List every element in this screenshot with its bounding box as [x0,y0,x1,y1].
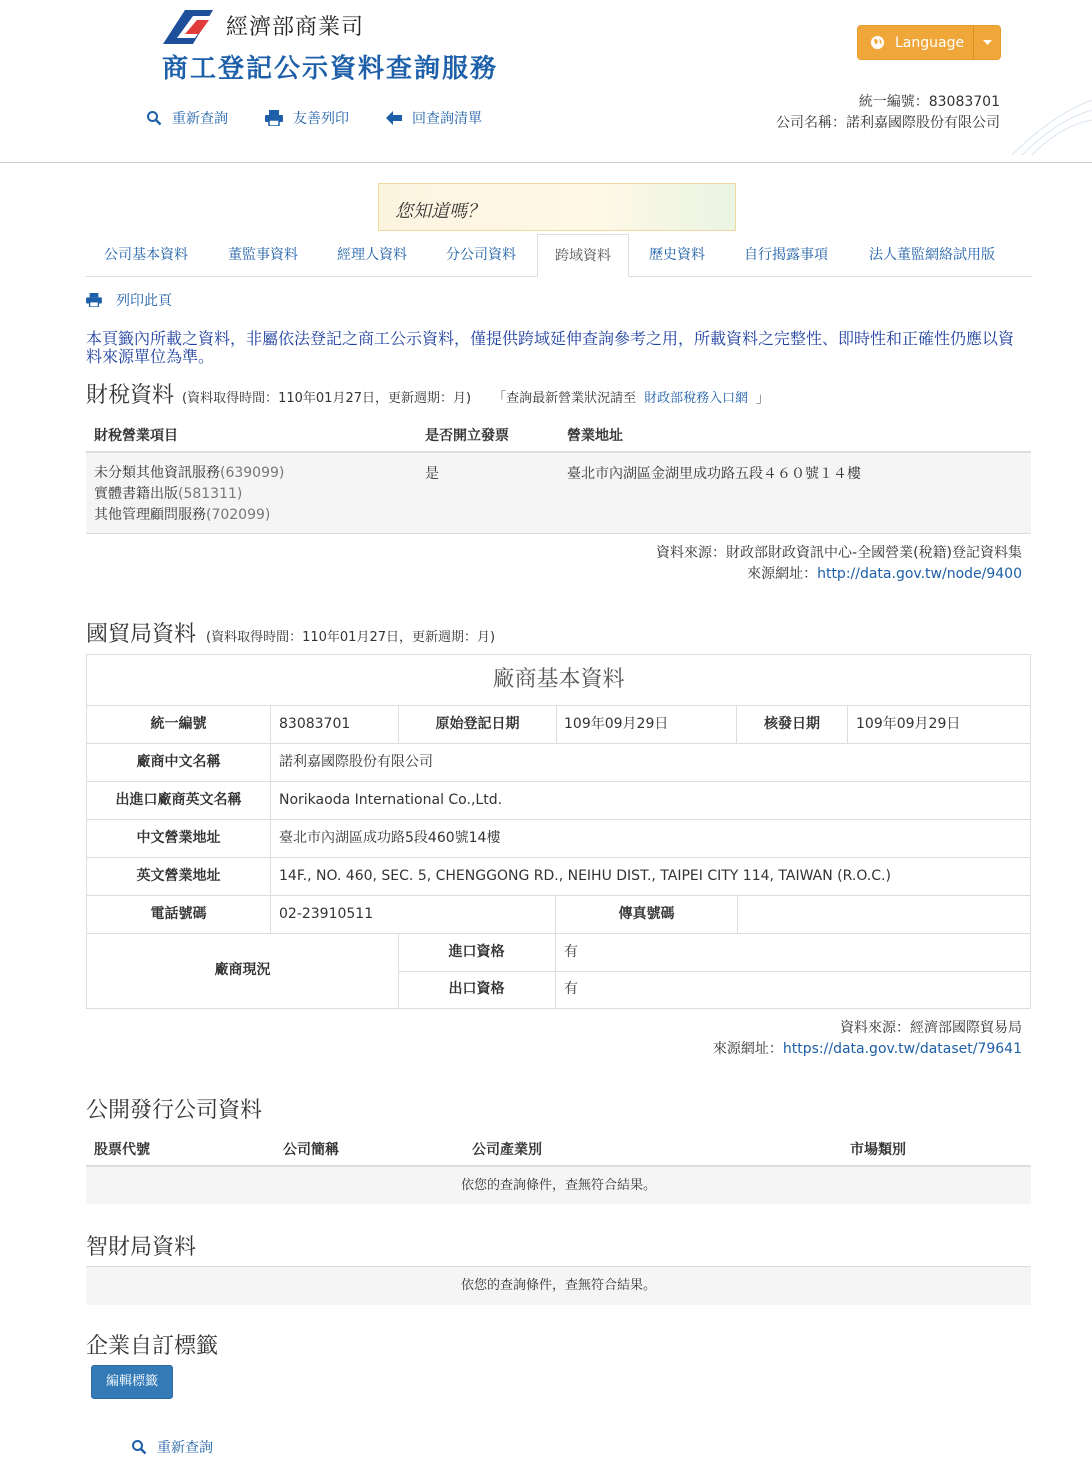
tab-history[interactable]: 歷史資料 [649,247,705,263]
addr-en-value: 14F., NO. 460, SEC. 5, CHENGGONG RD., NEIHU DIST., TAIPEI CITY 114, TAIWAN (R.O.C.) [279,868,891,884]
tax-header-invoice: 是否開立發票 [425,428,509,444]
service-title: 商工登記公示資料查詢服務 [162,54,499,84]
name-en-value: Norikaoda International Co.,Ltd. [279,792,503,808]
trade-panel-title: 廠商基本資料 [87,655,1030,706]
ip-section-title: 智財局資料 [86,1235,197,1260]
trade-section-header [86,617,495,648]
import-value: 有 [564,944,578,960]
orig-date-label-cell: 原始登記日期 [398,705,557,743]
tax-address-value: 臺北市內湖區金湖里成功路五段４６０號１４樓 [567,466,861,482]
tab-network-trial[interactable]: 法人董監網絡試用版 [869,247,995,263]
name-zh-value: 諾利嘉國際股份有限公司 [279,754,433,770]
requery-link[interactable] [146,108,228,128]
table-row [87,819,1030,858]
company-name-line: 公司名稱：諾利嘉國際股份有限公司 [776,115,1000,131]
tax-id-label-cell: 統一編號 [87,705,271,743]
tax-header-items: 財稅營業項目 [94,428,178,444]
footer-requery-label: 重新查詢 [157,1440,213,1456]
tax-portal-link[interactable]: 財政部稅務入口網 [644,391,749,406]
ip-empty-row: 依您的查詢條件，查無符合結果。 [86,1266,1031,1305]
tab-cross-domain[interactable]: 跨域資料 [537,234,629,277]
trade-source-url[interactable]: https://data.gov.tw/dataset/79641 [782,1041,1022,1057]
table-row [398,933,1030,972]
trade-source-label: 資料來源：經濟部國際貿易局 [840,1020,1022,1036]
tax-section-title: 財稅資料 [86,383,175,408]
tax-source [656,543,1022,585]
tab-self-disclosure[interactable]: 自行揭露事項 [744,247,828,263]
export-value: 有 [564,981,578,997]
tax-id-value-cell: 83083701 [279,716,351,732]
tax-header-address: 營業地址 [567,428,623,444]
table-row [87,857,1030,896]
public-header-industry: 公司產業別 [472,1142,542,1158]
ministry-logo-icon [163,8,213,44]
tax-item-name: 實體書籍出版 [94,486,178,502]
trade-source [713,1018,1022,1060]
trade-url-label: 來源網址： [712,1041,783,1057]
tax-item [94,505,284,526]
addr-zh-value: 臺北市內湖區成功路5段460號14樓 [279,830,501,846]
printer-icon [265,110,283,126]
tax-item-name: 未分類其他資訊服務 [94,465,220,481]
decorative-lines [1012,95,1092,155]
table-row [398,971,1030,1008]
language-dropdown[interactable] [857,25,1001,60]
tax-section-subtitle: (資料取得時間：110年01月27日，更新週期：月) [182,391,472,406]
edit-tags-button[interactable]: 編輯標籤 [91,1365,173,1399]
issue-date-value-cell: 109年09月29日 [856,716,961,732]
friendly-print-label: 友善列印 [293,111,349,127]
caret-down-icon [983,40,992,45]
tax-source-url[interactable]: http://data.gov.tw/node/9400 [817,566,1022,582]
export-label: 出口資格 [398,971,556,1008]
tags-section-title: 企業自訂標籤 [86,1334,219,1359]
agency-name: 經濟部商業司 [226,15,365,40]
search-icon [146,110,162,126]
table-row [87,705,1030,744]
back-to-list-link[interactable] [386,108,482,128]
trade-section-title: 國貿局資料 [86,622,197,647]
name-zh-label: 廠商中文名稱 [87,743,271,781]
public-header-market: 市場類別 [850,1142,906,1158]
tax-hint-suffix: 」 [756,391,770,406]
public-header-short: 公司簡稱 [283,1142,339,1158]
print-page-label: 列印此頁 [116,293,172,309]
tax-items-list [94,463,284,526]
header-divider [0,162,1092,163]
tax-item-code: (639099) [220,465,285,481]
arrow-left-icon [386,111,402,125]
public-empty-row: 依您的查詢條件，查無符合結果。 [86,1167,1031,1204]
tab-branches[interactable]: 分公司資料 [446,247,516,263]
tax-item [94,463,284,484]
tax-item-code: (702099) [206,507,271,523]
table-row [87,743,1030,782]
issue-date-label-cell: 核發日期 [736,705,848,743]
back-to-list-label: 回查詢清單 [412,111,482,127]
tax-item-name: 其他管理顧問服務 [94,507,206,523]
tab-company-basic[interactable]: 公司基本資料 [104,247,188,263]
public-header-code: 股票代號 [94,1142,150,1158]
table-row [87,781,1030,820]
tax-url-label: 來源網址： [747,566,818,582]
requery-label: 重新查詢 [172,111,228,127]
language-label: Language [895,34,965,51]
import-label: 進口資格 [398,933,556,971]
footer-requery-link[interactable] [131,1437,213,1457]
tax-item-code: (581311) [178,486,243,502]
search-icon [131,1439,147,1455]
disclaimer-notice: 本頁籤內所載之資料，非屬依法登記之商工公示資料，僅提供跨域延伸查詢參考之用，所載資料之完整性、即時性和正確性仍應以資料來源單位為準。 [86,329,1015,366]
tax-row [86,453,1031,534]
print-page-link[interactable] [86,290,172,310]
tax-id-line: 統一編號：83083701 [858,94,1000,110]
friendly-print-link[interactable] [265,108,349,128]
tab-managers[interactable]: 經理人資料 [337,247,407,263]
tab-directors[interactable]: 董監事資料 [228,247,298,263]
tax-invoice-value: 是 [425,466,439,482]
status-label: 廠商現況 [87,933,399,1008]
printer-icon [86,293,102,307]
globe-icon [870,35,885,50]
addr-en-label: 英文營業地址 [87,857,271,895]
phone-label: 電話號碼 [87,895,271,933]
public-section-title: 公開發行公司資料 [86,1098,263,1123]
addr-zh-label: 中文營業地址 [87,819,271,857]
tax-section-header [86,378,769,409]
did-you-know-banner[interactable] [378,183,736,231]
trade-basic-panel [86,654,1031,1009]
fax-label: 傳真號碼 [555,895,738,933]
tab-bar [86,234,1032,277]
phone-value: 02-23910511 [279,906,374,922]
tax-item [94,484,284,505]
table-row [87,895,1030,934]
tax-source-label: 資料來源：財政部財政資訊中心-全國營業(稅籍)登記資料集 [656,545,1022,561]
trade-section-subtitle: (資料取得時間：110年01月27日，更新週期：月) [206,630,496,645]
tax-hint-prefix: 「查詢最新營業狀況請至 [493,391,637,406]
banner-text: 您知道嗎？ [395,201,485,222]
company-info [776,92,1000,134]
name-en-label: 出進口廠商英文名稱 [87,781,271,819]
language-caret[interactable] [973,26,1000,59]
orig-date-value-cell: 109年09月29日 [564,716,669,732]
